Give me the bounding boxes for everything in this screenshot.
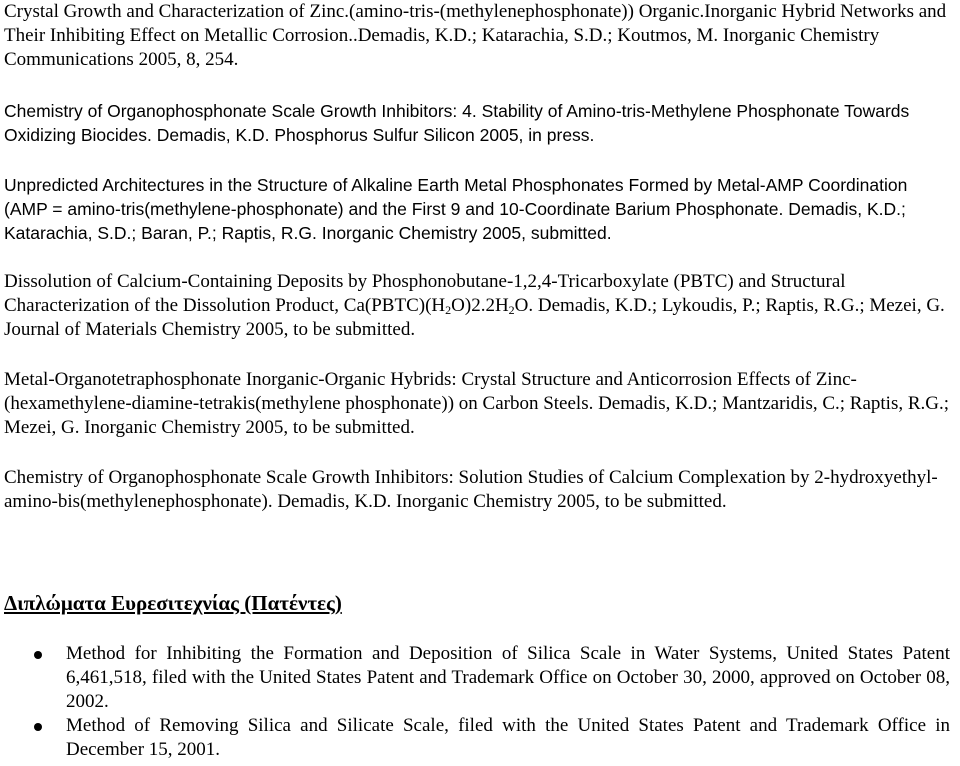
reference-4-subscript-2: 2 <box>508 303 515 317</box>
reference-4-subscript-1: 2 <box>445 303 452 317</box>
reference-1: Crystal Growth and Characterization of Zinc.(amino-tris-(methylenephosphonate)) Organic.Inorganic Hybrid Networks and Their Inhibiting Effect on Metallic Corrosion..Demadis, K.D.; Katarachia, S.D.; Koutmos, M. Inorganic Chemistry Communications 2005, 8, 254. <box>4 1 947 70</box>
reference-4-part-3: O. Demadis, K.D.; Lykoudis, P.; Raptis, R.G.; Mezei, G. Journal of Materials Chemistry 2005, to be submitted. <box>4 295 945 340</box>
reference-4-part-2: O)2.2H <box>451 295 509 316</box>
bullet-icon <box>34 723 42 731</box>
reference-5: Metal-Organotetraphosphonate Inorganic-Organic Hybrids: Crystal Structure and Anticorrosion Effects of Zinc-(hexamethylene-diamine-tetrakis(methylene phosphonate)) on Carbon Steels. Demadis, K.D.; Mantzaridis, C.; Raptis, R.G.; Mezei, G. Inorganic Chemistry 2005, to be submitted. <box>4 369 950 438</box>
patent-item-1-text: Method for Inhibiting the Formation and Deposition of Silica Scale in Water Systems, United States Patent 6,461,518, filed with the United States Patent and Trademark Office on October 30, 2000, approved on October 08, 2002. <box>66 643 950 712</box>
reference-4-part-1: Dissolution of Calcium-Containing Deposits by Phosphonobutane-1,2,4-Tricarboxylate (PBTC) and Structural Characterization of the Dissolution Product, Ca(PBTC)(H <box>4 271 846 316</box>
patents-list <box>0 642 960 762</box>
patent-item-1 <box>0 642 960 714</box>
reference-6: Chemistry of Organophosphonate Scale Growth Inhibitors: Solution Studies of Calcium Complexation by 2-hydroxyethyl-amino-bis(methylenephosphonate). Demadis, K.D. Inorganic Chemistry 2005, to be submitted. <box>4 467 938 512</box>
bullet-icon <box>34 651 42 659</box>
reference-2: Chemistry of Organophosphonate Scale Growth Inhibitors: 4. Stability of Amino-tris-Methylene Phosphonate Towards Oxidizing Biocides. Demadis, K.D. Phosphorus Sulfur Silicon 2005, in press. <box>4 101 910 145</box>
patent-item-2 <box>0 714 960 762</box>
reference-4 <box>4 270 954 342</box>
reference-3: Unpredicted Architectures in the Structure of Alkaline Earth Metal Phosphonates Formed by Metal-AMP Coordination (AMP = amino-tris(methylene-phosphonate) and the First 9 and 10-Coordinate Barium Phosphonate. Demadis, K.D.; Katarachia, S.D.; Baran, P.; Raptis, R.G. Inorganic Chemistry 2005, submitted. <box>4 175 908 243</box>
patent-item-2-text: Method of Removing Silica and Silicate Scale, filed with the United States Patent and Trademark Office in December 15, 2001. <box>66 715 950 760</box>
patents-heading: Διπλώματα Ευρεσιτεχνίας (Πατέντες) <box>4 591 342 615</box>
